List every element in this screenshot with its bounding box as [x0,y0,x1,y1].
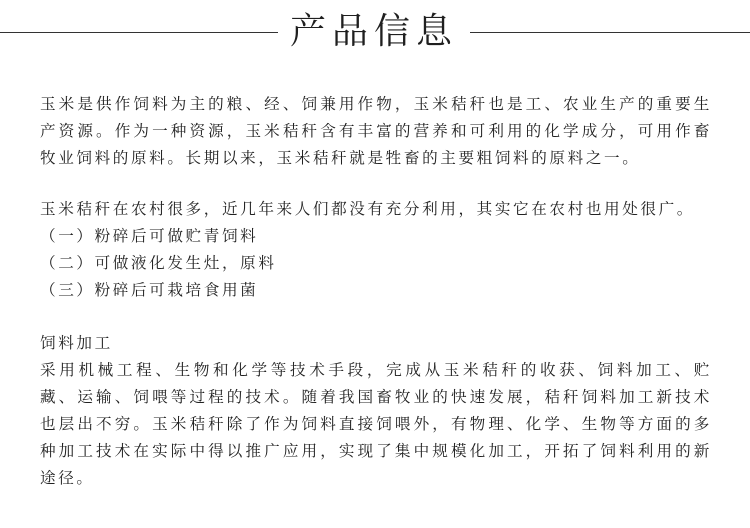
processing-paragraph: 采用机械工程、生物和化学等技术手段，完成从玉米秸秆的收获、饲料加工、贮藏、运输、饲喂等过程的技术。随着我国畜牧业的快速发展，秸秆饲料加工新技术也层出不穷。玉米秸秆除了作为饲料直接饲喂外，有物理、化学、生物等方面的多种加工技术在实际中得以推广应用，实现了集中规模化加工，开拓了饲料利用的新途径。 [40,361,712,487]
uses-paragraph: 玉米秸秆在农村很多，近几年来人们都没有充分利用，其实它在农村也用处很广。 [40,200,695,218]
list-item: （二）可做液化发生灶，原料 [40,254,277,272]
title-divider-right [470,32,750,33]
page-header [0,0,750,70]
spacer [40,172,712,196]
product-info-content [40,91,712,492]
list-item: （三）粉碎后可栽培食用菌 [40,281,259,299]
section-heading-feed-processing: 饲料加工 [40,334,113,352]
intro-paragraph: 玉米是供作饲料为主的粮、经、饲兼用作物，玉米秸秆也是工、农业生产的重要生产资源。作为一种资源，玉米秸秆含有丰富的营养和可利用的化学成分，可用作畜牧业饲料的原料。长期以来，玉米秸秆就是牲畜的主要粗饲料的原料之一。 [40,95,712,167]
list-item: （一）粉碎后可做贮青饲料 [40,227,259,245]
spacer [40,304,712,330]
title-divider-left [0,32,278,33]
page-title: 产品信息 [289,11,458,52]
